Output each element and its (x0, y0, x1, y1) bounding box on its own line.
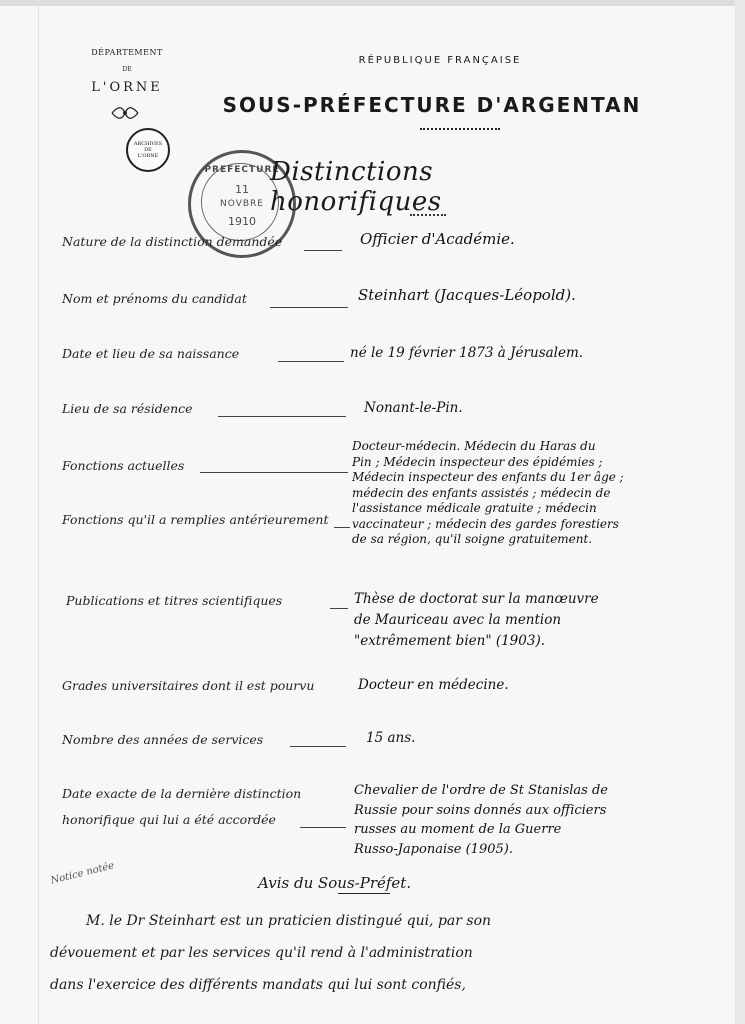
field-leader (218, 416, 346, 418)
stamp-top-text: PREFECTURE (204, 165, 280, 175)
avis-underline (338, 893, 390, 894)
field-label-publications: Publications et titres scientifiques (66, 593, 283, 608)
fonctions-line: vaccinateur ; médecin des gardes forestiers (352, 516, 619, 531)
department-label: DÉPARTEMENT (91, 48, 163, 57)
distinction-answer-block (354, 781, 608, 859)
field-value-naissance: né le 19 février 1873 à Jérusalem. (350, 345, 584, 361)
field-leader (300, 827, 346, 829)
field-label-naissance: Date et lieu de sa naissance (62, 346, 240, 361)
field-value-nature: Officier d'Académie. (360, 230, 515, 248)
fonctions-line: de sa région, qu'il soigne gratuitement. (352, 532, 593, 546)
sous-prefecture-title: SOUS-PRÉFECTURE D'ARGENTAN (222, 93, 642, 117)
field-leader (200, 472, 348, 474)
publications-line: "extrêmement bien" (1903). (354, 633, 545, 649)
title-dotted-rule (420, 128, 500, 131)
field-leader (304, 250, 342, 252)
distinction-line: Chevalier de l'ordre de St Stanislas de (354, 783, 608, 798)
department-name: L'ORNE (91, 80, 163, 95)
fonctions-line: médecin des enfants assistés ; médecin de (352, 485, 611, 500)
field-value-annees: 15 ans. (366, 730, 416, 746)
scan-edge-right (735, 0, 745, 1024)
publications-line: Thèse de doctorat sur la manœuvre (354, 591, 599, 607)
field-leader (334, 527, 350, 529)
publications-line: de Mauriceau avec la mention (354, 612, 562, 628)
fonctions-line: Pin ; Médecin inspecteur des épidémies ; (352, 454, 603, 469)
fonctions-line: Médecin inspecteur des enfants du 1er âge ; (352, 470, 624, 484)
fonctions-answer-block (352, 439, 624, 548)
field-value-grades: Docteur en médecine. (358, 677, 509, 693)
field-label-annees: Nombre des années de services (62, 732, 264, 747)
avis-line: dévouement et par les services qu'il rend à l'administration (50, 945, 473, 961)
field-label-residence: Lieu de sa résidence (62, 401, 193, 416)
republique-header: RÉPUBLIQUE FRANÇAISE (358, 55, 522, 66)
distinction-line: Russie pour soins donnés aux officiers (354, 802, 607, 818)
fonctions-line: Docteur-médecin. Médecin du Haras du (352, 439, 596, 453)
stamp-day: 11 (235, 183, 249, 196)
field-leader (330, 608, 348, 610)
avis-body (50, 905, 720, 1001)
distinction-line: Russo-Japonaise (1905). (354, 841, 513, 857)
field-value-nom: Steinhart (Jacques-Léopold). (358, 286, 576, 304)
margin-note: Notice notée (49, 860, 116, 887)
publications-answer-block (354, 589, 599, 652)
field-label-nature: Nature de la distinction demandée (62, 234, 283, 249)
avis-heading: Avis du Sous-Préfet. (258, 874, 412, 892)
department-de: DE (122, 66, 132, 73)
field-leader (270, 307, 348, 309)
field-label-derniere-distinction: Date exacte de la dernière distinction (62, 786, 302, 801)
fonctions-line: l'assistance médicale gratuite ; médecin (352, 501, 597, 515)
scan-edge-top (0, 0, 745, 6)
heading-dotted-rule (410, 214, 446, 217)
field-label-fonctions-actuelles: Fonctions actuelles (62, 458, 185, 473)
field-leader (278, 361, 344, 363)
form-title: Distinctions honorifiques (270, 157, 442, 217)
avis-line: M. le Dr Steinhart est un praticien distingué qui, par son (86, 913, 492, 929)
field-label-grades: Grades universitaires dont il est pourvu (62, 678, 315, 693)
field-value-residence: Nonant-le-Pin. (364, 400, 463, 416)
ornament-icon (110, 104, 140, 122)
seal-line-3: L'ORNE (137, 153, 159, 159)
stamp-year: 1910 (228, 215, 256, 228)
paper-fold-line (38, 0, 39, 1024)
field-label-fonctions-anterieures: Fonctions qu'il a remplies antérieurement (62, 512, 329, 527)
field-label-distinction-accordee: honorifique qui lui a été accordée (62, 812, 276, 827)
field-leader (290, 746, 346, 748)
seal-line-2: DE (144, 147, 152, 153)
distinction-line: russes au moment de la Guerre (354, 822, 562, 837)
field-label-nom: Nom et prénoms du candidat (62, 291, 247, 306)
stamp-month: NOVBRE (220, 199, 264, 209)
seal-line-1: ARCHIVES (133, 141, 163, 147)
avis-line: dans l'exercice des différents mandats qui lui sont confiés, (50, 977, 466, 993)
archives-seal (126, 128, 170, 172)
